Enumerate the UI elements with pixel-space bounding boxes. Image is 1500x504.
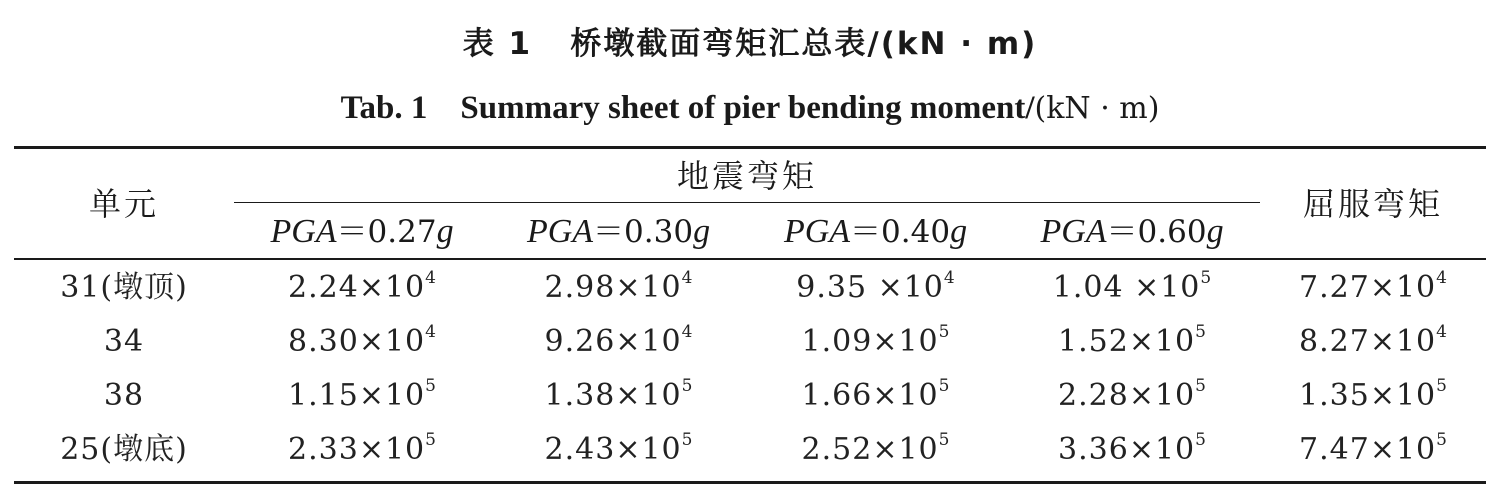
header-pga-col-2: PGA＝0.30g — [526, 213, 711, 250]
table-cell: $1.15\times 10^5$ — [288, 376, 436, 413]
caption-english-unit: (kN · m) — [1034, 91, 1160, 126]
table-cell: $8.30\times 10^4$ — [288, 322, 436, 359]
table-cell: $8.27\times 10^4$ — [1299, 322, 1447, 359]
table-cell: $3.36\times 10^5$ — [1058, 430, 1206, 467]
table-cell: $1.04 \times 10^5$ — [1052, 268, 1212, 305]
header-pga-col-4: PGA＝0.60g — [1040, 213, 1224, 250]
table-row-unit-label: 31(墩顶) — [60, 270, 188, 305]
table-cell: $9.26\times 10^4$ — [544, 322, 693, 359]
header-yield-moment: 屈服弯矩 — [1302, 185, 1443, 223]
table-cell: $1.66\times 10^5$ — [801, 376, 950, 413]
table-bottom-rule — [14, 481, 1486, 484]
table-caption-chinese: 表 1 桥墩截面弯矩汇总表/(kN · m) — [462, 26, 1038, 62]
table-cell: $2.24\times 10^4$ — [288, 268, 436, 305]
header-seismic-moment-group: 地震弯矩 — [676, 157, 817, 195]
table-cell: $1.38\times 10^5$ — [544, 376, 693, 413]
table-row-unit-label: 38 — [103, 378, 145, 413]
table-cell: $7.27\times 10^4$ — [1299, 268, 1447, 305]
table-cell: $2.98\times 10^4$ — [544, 268, 693, 305]
table-cell: $2.28\times 10^5$ — [1058, 376, 1206, 413]
table-cell: $2.52\times 10^5$ — [801, 430, 950, 467]
table-row-unit-label: 34 — [103, 324, 145, 359]
header-pga-col-1: PGA＝0.27g — [270, 213, 454, 250]
header-pga-col-3: PGA＝0.40g — [783, 213, 968, 250]
table-cell: $2.33\times 10^5$ — [288, 430, 436, 467]
table-cell: $1.52\times 10^5$ — [1058, 322, 1206, 359]
caption-english-title: Tab. 1 Summary sheet of pier bending moment/ — [340, 90, 1035, 126]
header-unit: 单元 — [88, 185, 159, 223]
table-cell: $1.35\times 10^5$ — [1299, 376, 1447, 413]
table-cell: $9.35 \times 10^4$ — [796, 268, 955, 305]
table-cell: $1.09\times 10^5$ — [801, 322, 950, 359]
table-row-unit-label: 25(墩底) — [60, 432, 188, 467]
table-cell: $2.43\times 10^5$ — [544, 430, 693, 467]
table-cell: $7.47\times 10^5$ — [1299, 430, 1447, 467]
table-caption-english — [0, 84, 1500, 133]
